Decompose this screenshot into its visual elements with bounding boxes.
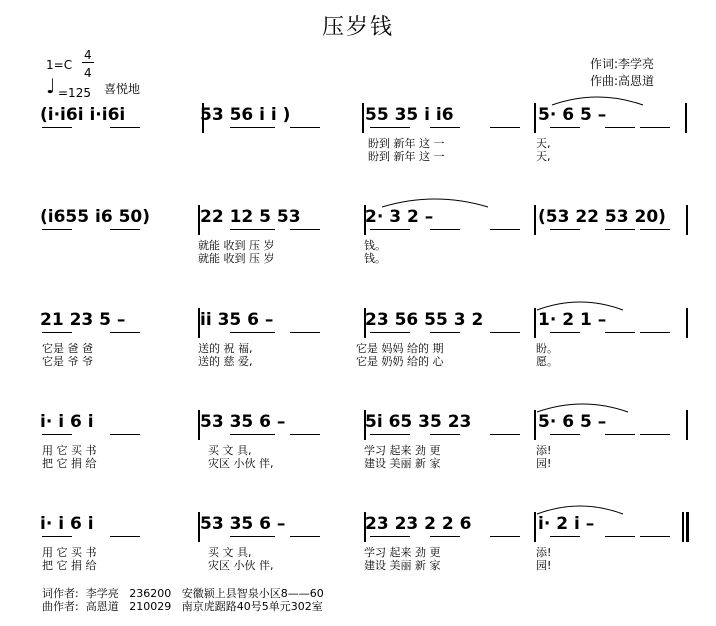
- final-bar-line: [682, 512, 684, 542]
- tempo: =125: [58, 86, 91, 100]
- measure-notes: 21 23 5 –: [40, 310, 126, 330]
- beam-underline: [640, 332, 670, 333]
- measure-notes: 1· 2 1 –: [538, 310, 607, 330]
- beam-underline: [370, 127, 410, 128]
- quarter-note-icon: ♩: [46, 74, 56, 98]
- beam-underline: [490, 332, 520, 333]
- lyric-text: 园!: [536, 457, 552, 470]
- bar-line: [534, 512, 536, 542]
- beam-underline: [640, 229, 670, 230]
- lyric-text: 盼。: [536, 342, 558, 355]
- footer-address: 南京虎踞路40号5单元302室: [181, 600, 323, 613]
- lyric-text: 用 它 买 书: [42, 546, 97, 559]
- beam-underline: [230, 332, 275, 333]
- lyric-text: 买 文 具,: [208, 444, 252, 457]
- slur-arc: [380, 195, 490, 209]
- lyric-text: 送的 祝 福,: [198, 342, 253, 355]
- lyric-text: 钱。: [364, 252, 386, 265]
- lyric-text: 灾区 小伙 伴,: [208, 559, 274, 572]
- bar-line: [686, 205, 688, 235]
- bar-line: [685, 103, 687, 133]
- bar-line: [534, 103, 536, 133]
- lyric-text: 送的 慈 爱,: [198, 355, 253, 368]
- bar-line: [686, 512, 689, 542]
- measure-notes: ii 35 6 –: [200, 310, 274, 330]
- lyric-text: 添!: [536, 546, 552, 559]
- measure-notes: 2· 3 2 –: [365, 207, 434, 227]
- footer-line-2: [42, 598, 323, 614]
- beam-underline: [640, 127, 670, 128]
- beam-underline: [290, 332, 320, 333]
- lyricist-credit: 作词:李学亮: [590, 57, 655, 71]
- measure-notes: 55 35 i i6: [365, 105, 454, 125]
- beam-underline: [640, 536, 670, 537]
- lyric-text: 它是 妈妈 给的 期: [356, 342, 444, 355]
- lyric-text: 建设 美丽 新 家: [364, 457, 441, 470]
- lyric-text: 学习 起来 劲 更: [364, 444, 441, 457]
- bar-line: [534, 308, 536, 338]
- beam-underline: [110, 434, 140, 435]
- beam-underline: [110, 229, 140, 230]
- beam-underline: [490, 434, 520, 435]
- beam-underline: [230, 434, 275, 435]
- measure-notes: 53 35 6 –: [200, 412, 286, 432]
- slur-arc: [550, 93, 645, 107]
- lyric-text: 它是 奶奶 给的 心: [356, 355, 444, 368]
- beam-underline: [110, 332, 140, 333]
- lyric-text: 买 文 具,: [208, 546, 252, 559]
- beam-underline: [42, 127, 72, 128]
- beam-underline: [290, 229, 320, 230]
- bar-line: [534, 410, 536, 440]
- measure-notes: 5· 6 5 –: [538, 105, 607, 125]
- footer-role: 词作者:: [42, 587, 79, 600]
- lyric-text: 园!: [536, 559, 552, 572]
- beam-underline: [605, 434, 635, 435]
- beam-underline: [605, 536, 635, 537]
- beam-underline: [290, 434, 320, 435]
- measure-notes: 53 56 i i ): [200, 105, 291, 125]
- lyric-text: 就能 收到 压 岁: [198, 252, 275, 265]
- beam-underline: [370, 332, 410, 333]
- measure-notes: i· 2 i –: [538, 514, 595, 534]
- lyric-text: 把 它 捐 给: [42, 457, 97, 470]
- lyric-text: 钱。: [364, 239, 386, 252]
- lyric-text: 学习 起来 劲 更: [364, 546, 441, 559]
- beam-underline: [490, 229, 520, 230]
- beam-underline: [605, 127, 635, 128]
- measure-notes: (i·i6i i·i6i: [40, 105, 126, 125]
- beam-underline: [605, 332, 635, 333]
- measure-notes: i· i 6 i: [40, 412, 94, 432]
- beam-underline: [550, 536, 580, 537]
- measure-notes: 53 35 6 –: [200, 514, 286, 534]
- beam-underline: [42, 536, 72, 537]
- beam-underline: [370, 536, 410, 537]
- footer-zip: 236200: [129, 587, 172, 600]
- beam-underline: [430, 229, 460, 230]
- lyric-text: 就能 收到 压 岁: [198, 239, 275, 252]
- key-signature: 1=C: [46, 58, 73, 72]
- beam-underline: [605, 229, 635, 230]
- bar-line: [686, 308, 688, 338]
- beam-underline: [430, 434, 460, 435]
- beam-underline: [430, 536, 460, 537]
- beam-underline: [490, 536, 520, 537]
- beam-underline: [230, 127, 275, 128]
- measure-notes: 5i 65 35 23: [365, 412, 472, 432]
- lyric-text: 它是 爷 爷: [42, 355, 93, 368]
- lyric-text: 天,: [536, 150, 551, 163]
- measure-notes: (53 22 53 20): [538, 207, 666, 227]
- lyric-text: 把 它 捐 给: [42, 559, 97, 572]
- time-signature-line: [82, 62, 94, 63]
- beam-underline: [640, 434, 670, 435]
- beam-underline: [42, 332, 72, 333]
- beam-underline: [230, 536, 275, 537]
- measure-notes: 23 23 2 2 6: [365, 514, 472, 534]
- time-signature-bottom: 4: [84, 66, 92, 80]
- lyric-text: 天,: [536, 137, 551, 150]
- beam-underline: [550, 229, 580, 230]
- beam-underline: [550, 127, 580, 128]
- time-signature-top: 4: [84, 48, 92, 62]
- beam-underline: [490, 127, 520, 128]
- lyric-text: 愿。: [536, 355, 558, 368]
- measure-notes: (i655 i6 50): [40, 207, 151, 227]
- slur-arc: [535, 298, 625, 312]
- lyric-text: 盼到 新年 这 一: [368, 137, 445, 150]
- slur-arc: [535, 400, 630, 414]
- composer-credit: 作曲:高恩道: [590, 74, 655, 88]
- beam-underline: [230, 229, 275, 230]
- beam-underline: [550, 332, 580, 333]
- beam-underline: [370, 229, 410, 230]
- footer-role: 曲作者:: [42, 600, 79, 613]
- lyric-text: 灾区 小伙 伴,: [208, 457, 274, 470]
- measure-notes: i· i 6 i: [40, 514, 94, 534]
- beam-underline: [430, 127, 460, 128]
- beam-underline: [110, 536, 140, 537]
- footer-zip: 210029: [129, 600, 172, 613]
- beam-underline: [42, 229, 72, 230]
- footer-name: 李学亮: [85, 587, 119, 600]
- beam-underline: [550, 434, 580, 435]
- beam-underline: [290, 127, 320, 128]
- lyric-text: 建设 美丽 新 家: [364, 559, 441, 572]
- slur-arc: [535, 502, 625, 516]
- measure-notes: 22 12 5 53: [200, 207, 301, 227]
- bar-line: [362, 103, 364, 133]
- beam-underline: [430, 332, 460, 333]
- beam-underline: [370, 434, 410, 435]
- song-title: 压岁钱: [321, 15, 394, 40]
- lyric-text: 它是 爸 爸: [42, 342, 93, 355]
- measure-notes: 5· 6 5 –: [538, 412, 607, 432]
- lyric-text: 添!: [536, 444, 552, 457]
- lyric-text: 用 它 买 书: [42, 444, 97, 457]
- bar-line: [534, 205, 536, 235]
- beam-underline: [290, 536, 320, 537]
- bar-line: [686, 410, 688, 440]
- beam-underline: [42, 434, 72, 435]
- beam-underline: [110, 127, 140, 128]
- footer-address: 安徽颍上县智泉小区8——60: [181, 587, 324, 600]
- mood-marking: 喜悦地: [104, 82, 141, 96]
- footer-name: 高恩道: [85, 600, 119, 613]
- measure-notes: 23 56 55 3 2: [365, 310, 484, 330]
- lyric-text: 盼到 新年 这 一: [368, 150, 445, 163]
